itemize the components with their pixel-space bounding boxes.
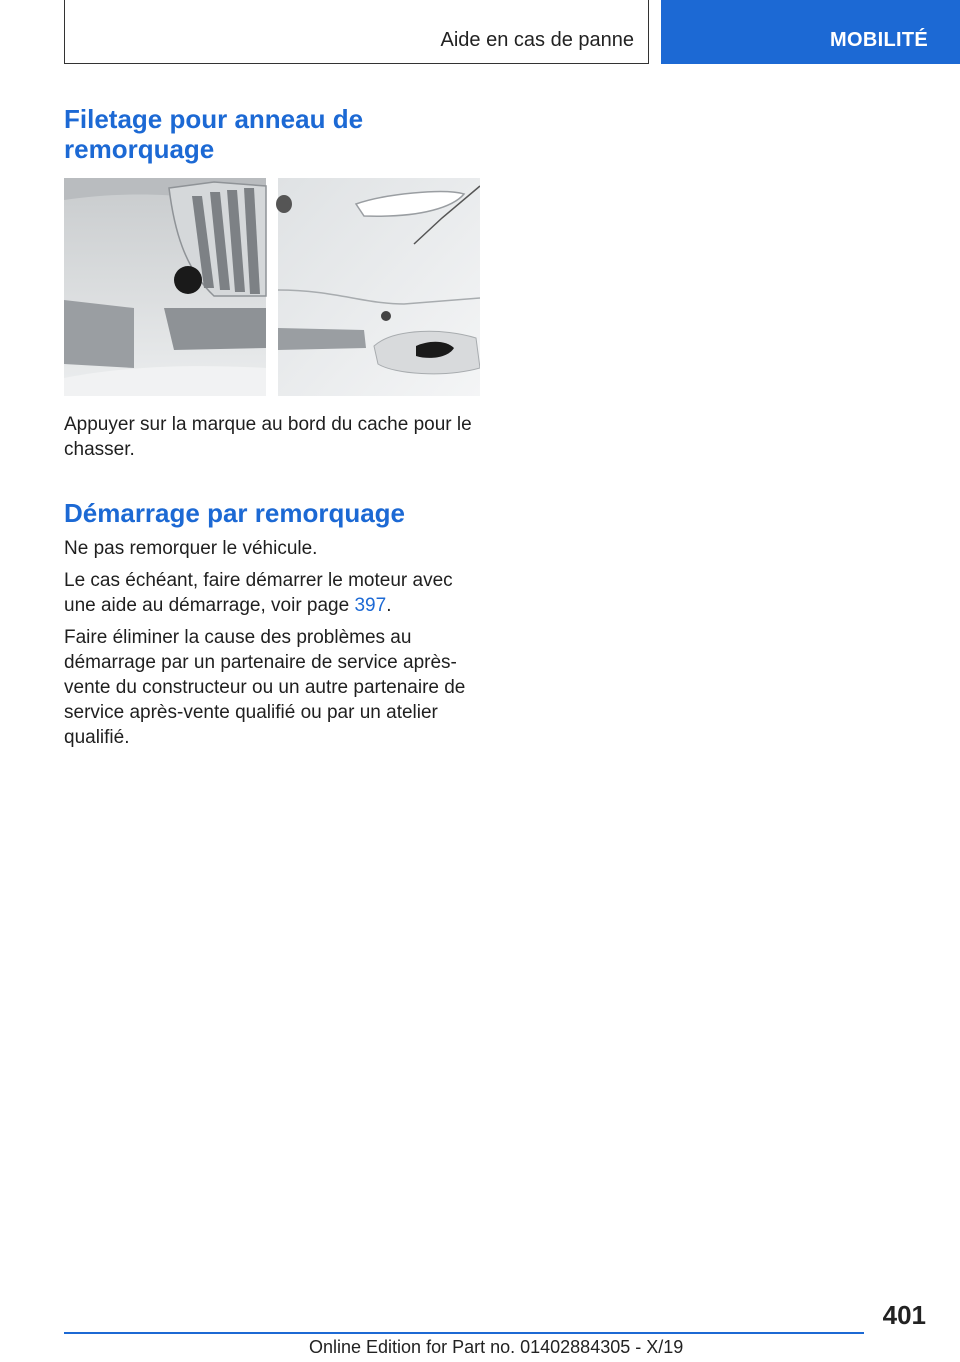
paragraph-repair-cause: Faire éliminer la cause des problèmes au démarrage par un partenaire de service après-vente du constructeur ou un autre partenaire de service après-vente qualifié ou par un atelier qualifié. — [64, 627, 466, 748]
header-chapter-title: MOBILITÉ — [830, 29, 928, 51]
jump-start-text: Le cas échéant, faire démarrer le moteur avec une aide au démarrage, voir page — [64, 570, 453, 616]
jump-start-end: . — [386, 595, 392, 616]
car-bumper-illustration — [64, 178, 480, 396]
section-title-tow-start: Démarrage par remorquage — [64, 498, 406, 528]
page-reference-link[interactable]: 397 — [354, 595, 387, 616]
footer-divider — [64, 1332, 864, 1334]
header-section-title: Aide en cas de panne — [440, 29, 634, 51]
footer-edition: Online Edition for Part no. 01402884305 - X/19 — [309, 1337, 684, 1357]
header-chapter-tab — [661, 0, 960, 64]
towing-eye-instruction: Appuyer sur la marque au bord du cache pour le chasser. — [64, 414, 472, 460]
header-section-box — [64, 0, 649, 64]
section-title-towing-eye: Filetage pour anneau de remorquage — [64, 104, 364, 164]
paragraph-jump-start — [64, 568, 484, 618]
page-number: 401 — [882, 1300, 926, 1330]
paragraph-no-tow: Ne pas remorquer le véhicule. — [64, 538, 318, 559]
